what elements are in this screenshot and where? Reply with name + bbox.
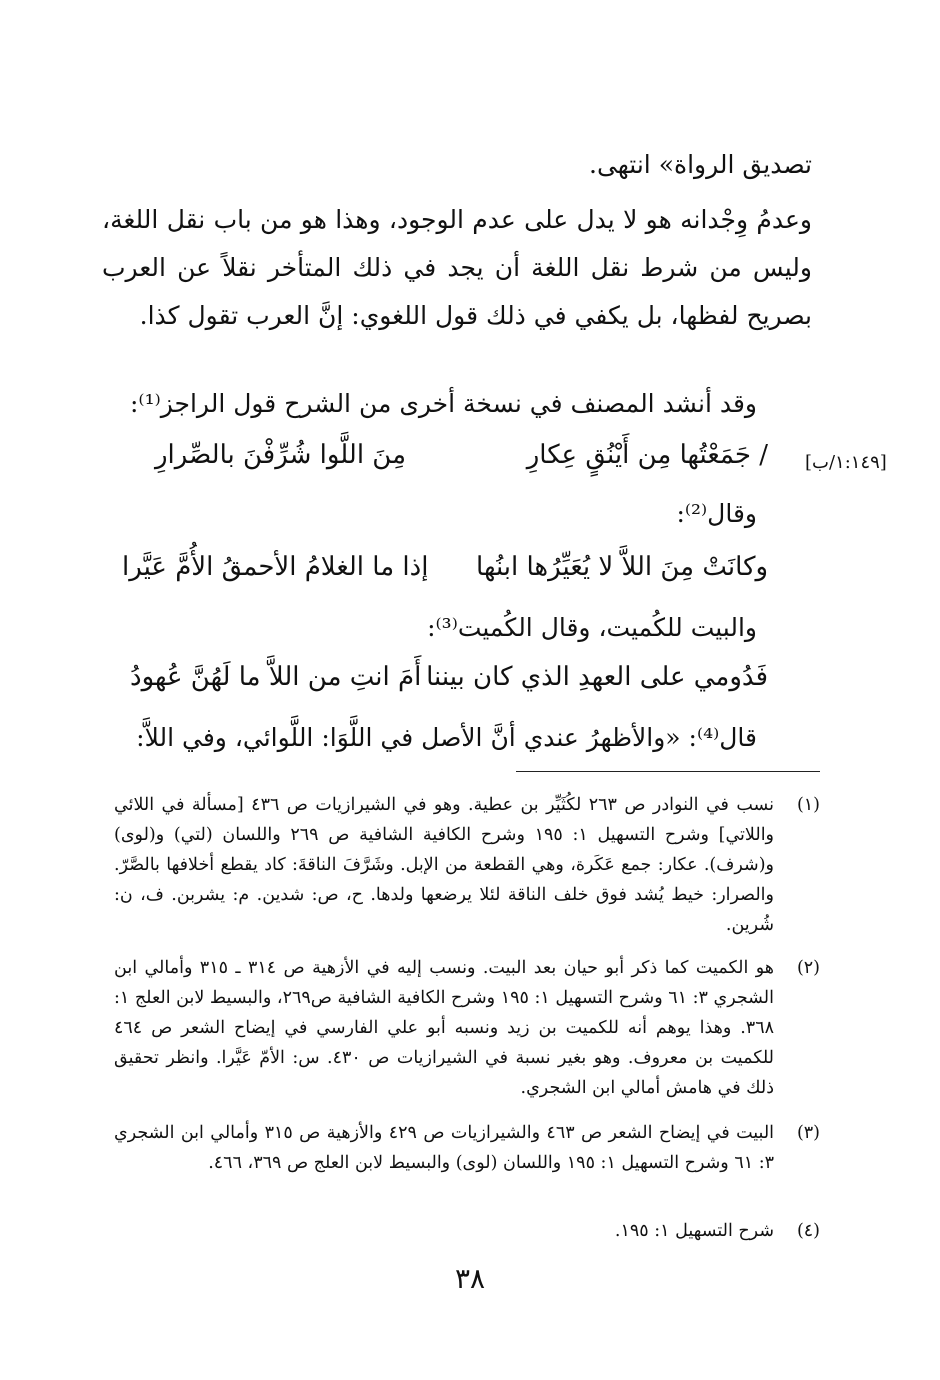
poem-intro: والبيت للكُميت، وقال الكُميت⁽³⁾: (427, 613, 757, 642)
footnote-separator (516, 771, 820, 772)
footnote-text: هو الكميت كما ذكر أبو حيان بعد البيت. ونسب إليه في الأزهية ص ٣١٤ ـ ٣١٥ وأمالي ابن الشجري ٣: ٦١ وشرح التسهيل ١: ١٩٥ وشرح الكافية الشافية ص٢٦٩، والبسيط لابن العلج ١: ٣٦٨. وهذا يوهم أنه للكميت بن زيد ونسبه أبو علي الفارسي في إيضاح الشعر ص ٤٦٤ للكميت بن معروف. وهو بغير نسبة في الشيرازيات ص ٤٣٠. س: الأمّ عَيَّرا. وانظر تحقيق ذلك في هامش أمالي ابن الشجري. (114, 958, 774, 1098)
verse-hemistich-left: إذا ما الغلامُ الأحمقُ الأُمَّ عَيَّرا (122, 552, 429, 582)
paragraph-body: وعدمُ وِجْدانه هو لا يدل على عدم الوجود، وهذا هو من باب نقل اللغة، وليس من شرط نقل اللغة أن يجد في ذلك المتأخر نقلاً عن العرب بصريح لفظها، بل يكفي في ذلك قول اللغوي: إنَّ العرب تقول كذا. (102, 205, 812, 330)
footnote (115, 1216, 820, 1252)
continuation-line: تصديق الرواة» انتهى. (589, 150, 812, 179)
footnote-number: (٣) (796, 1123, 820, 1143)
verse-hemistich-left: مِنَ اللَّوا شُرِّفْنَ بالصِّرارِ (155, 440, 407, 470)
poem-intro: وقال⁽²⁾: (676, 499, 757, 528)
paragraph-quote: قال⁽⁴⁾: «والأظهرُ عندي أنَّ الأصل في اللَّوَا: اللَّوائي، وفي اللاَّ: (136, 723, 757, 752)
footnote-number: (١) (796, 795, 820, 815)
page-number: ٣٨ (454, 1262, 486, 1295)
footnote (115, 790, 820, 950)
footnote (115, 953, 820, 1113)
footnote-number: (٢) (796, 958, 820, 978)
footnote-number: (٤) (796, 1221, 820, 1241)
verse-hemistich-right: وكانَتْ مِنَ اللاَّ لا يُعَيِّرُها ابنُها (476, 552, 768, 582)
footnote (115, 1118, 820, 1218)
footnote-text: شرح التسهيل ١: ١٩٥. (614, 1221, 774, 1241)
footnote-text: نسب في النوادر ص ٢٦٣ لكُثَيِّر بن عطية. وهو في الشيرازيات ص ٤٣٦ [مسألة في اللائي واللاتي] وشرح التسهيل ١: ١٩٥ وشرح الكافية الشافية ص ٢٦٩ واللسان (لتي) و(لوى) و(شرف). عكار: جمع عَكَرة، وهي القطعة من الإبل. وشَرَّفَ الناقةَ: كاد يقطع أخلافها بالصَّرّ. والصرار: خيط يُشد فوق خلف الناقة لئلا يرضعها ولدها. ح، ص: شدين. م: يشربن. ف، ن: شُرين. (114, 795, 775, 935)
verse-hemistich-left: أَمَ انتِ من اللاَّ ما لَهُنَّ عُهودُ (130, 662, 422, 692)
verse-hemistich-right: / جَمَعْتُها مِن أَيْنُقٍ عِكارِ (526, 440, 768, 470)
footnote-text: البيت في إيضاح الشعر ص ٤٦٣ والشيرازيات ص ٤٢٩ والأزهية ص ٣١٥ وأمالي ابن الشجري ٣: ٦١ وشرح التسهيل ١: ١٩٥ واللسان (لوى) والبسيط لابن العلج ص ٣٦٩، ٤٦٦. (114, 1123, 775, 1173)
verse-hemistich-right: فَدُومي على العهدِ الذي كان بيننا (426, 662, 768, 692)
poem-intro: وقد أنشد المصنف في نسخة أخرى من الشرح قول الراجز⁽¹⁾: (129, 389, 757, 418)
manuscript-folio-ref: [١:١٤٩/ب] (805, 452, 887, 473)
